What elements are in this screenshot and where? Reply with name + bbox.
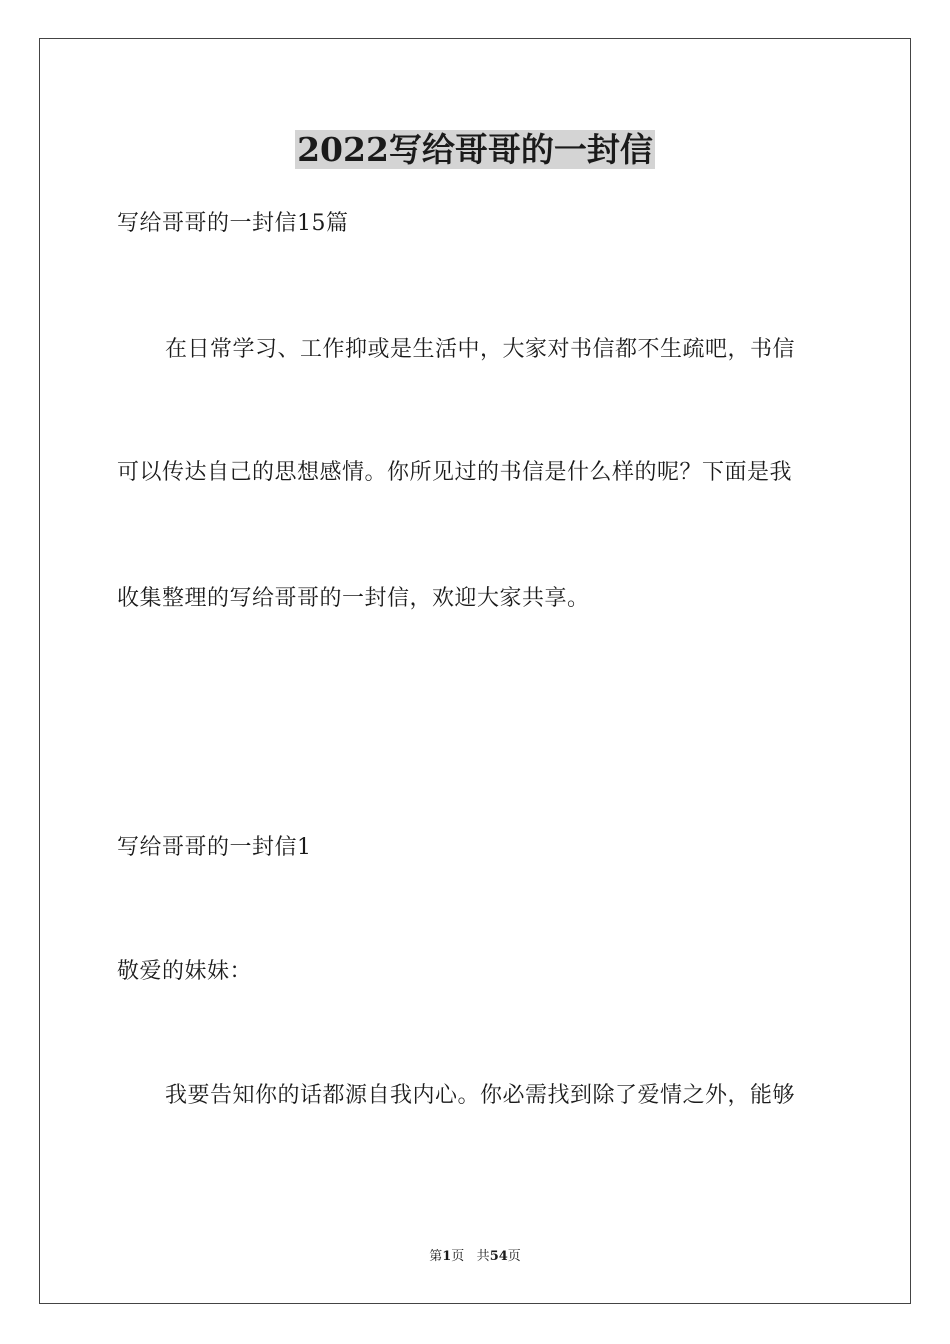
footer-total-prefix: 共 xyxy=(476,1249,490,1264)
intro-line-3: 收集整理的写给哥哥的一封信，欢迎大家共享。 xyxy=(117,586,590,611)
document-title-text: 2022写给哥哥的一封信 xyxy=(297,130,653,169)
document-title xyxy=(0,128,950,172)
footer-page-suffix: 页 xyxy=(451,1249,465,1264)
body-line-1: 我要告知你的话都源自我内心。你必需找到除了爱情之外，能够 xyxy=(165,1083,796,1108)
intro-line-1: 在日常学习、工作抑或是生活中，大家对书信都不生疏吧，书信 xyxy=(165,337,796,362)
document-subtitle: 写给哥哥的一封信15篇 xyxy=(117,211,349,236)
salutation: 敬爱的妹妹： xyxy=(117,959,253,984)
section-heading: 写给哥哥的一封信1 xyxy=(117,835,312,860)
intro-line-2: 可以传达自己的思想感情。你所见过的书信是什么样的呢？下面是我 xyxy=(117,460,793,485)
footer-page-current: 1 xyxy=(442,1249,452,1264)
page-footer xyxy=(0,1248,950,1266)
footer-page-total: 54 xyxy=(489,1249,508,1264)
footer-total-suffix: 页 xyxy=(507,1249,521,1264)
footer-page-prefix: 第 xyxy=(429,1249,443,1264)
